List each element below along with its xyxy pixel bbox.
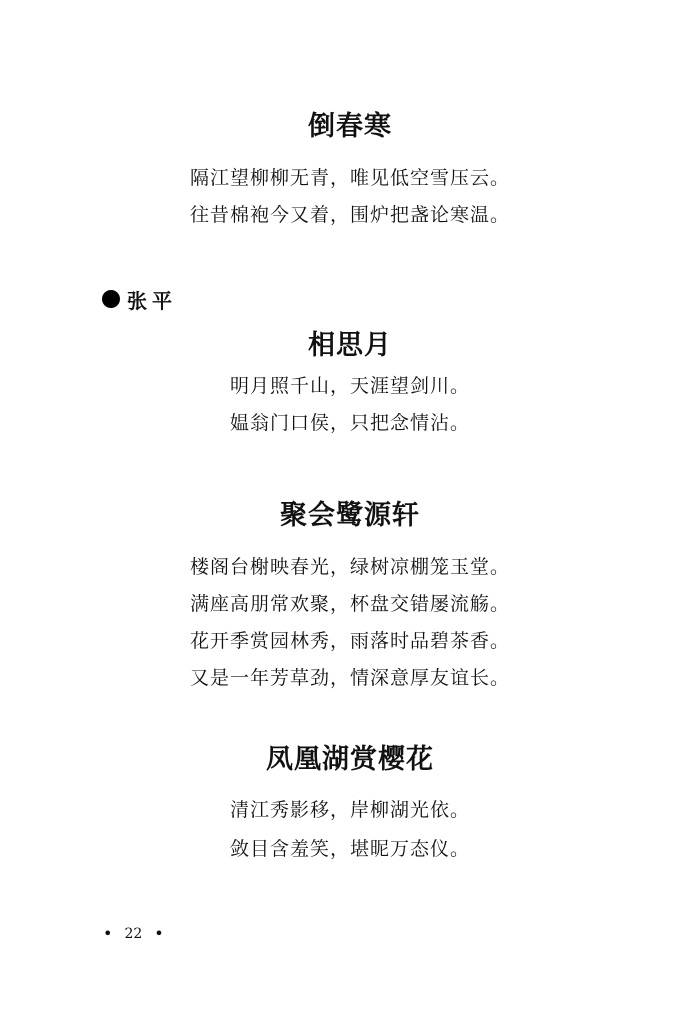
poem-line: 满座高朋常欢聚，杯盘交错屡流觞。	[189, 593, 510, 615]
footer-bullet: •	[103, 924, 113, 943]
poem-line: 楼阁台榭映春光，绿树凉棚笼玉堂。	[189, 556, 510, 578]
poem-title: 相思月	[308, 330, 392, 361]
page-number: 22	[124, 926, 143, 942]
poem-line: 媪翁门口侯，只把念情沾。	[229, 412, 470, 434]
poem-title: 聚会鹭源轩	[280, 500, 420, 531]
poem-title: 凤凰湖赏樱花	[266, 744, 434, 775]
author-name: 张平	[127, 288, 177, 313]
bullet-dot-icon	[102, 290, 120, 308]
poem-line: 又是一年芳草劲，情深意厚友谊长。	[189, 667, 510, 689]
poem-line: 往昔棉袍今又着，围炉把盏论寒温。	[189, 204, 510, 226]
poem-line: 隔江望柳柳无青，唯见低空雪压云。	[189, 167, 510, 189]
page-footer	[103, 924, 164, 944]
poem-line: 清江秀影移，岸柳湖光依。	[229, 799, 470, 821]
author-heading	[102, 285, 177, 313]
poem-line: 敛目含羞笑，堪昵万态仪。	[229, 838, 470, 860]
poem-line: 花开季赏园林秀，雨落时品碧茶香。	[189, 630, 510, 652]
footer-bullet: •	[154, 924, 164, 943]
poem-line: 明月照千山，天涯望剑川。	[229, 375, 470, 397]
poem-title: 倒春寒	[308, 111, 392, 142]
